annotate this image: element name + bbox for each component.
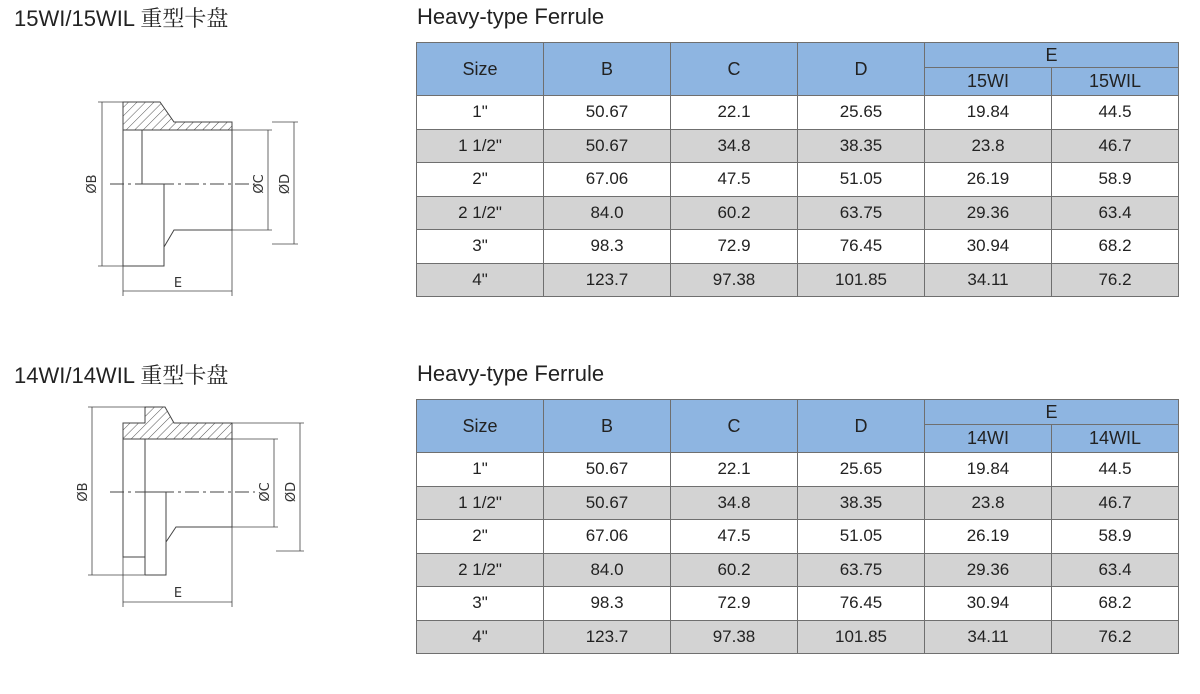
- cell-e2: 68.2: [1052, 230, 1179, 264]
- section-14wi: [0, 357, 1200, 694]
- cell-b: 98.3: [544, 587, 671, 621]
- cell-e2: 76.2: [1052, 620, 1179, 654]
- cell-b: 84.0: [544, 553, 671, 587]
- cell-e1: 34.11: [925, 620, 1052, 654]
- cell-c: 22.1: [671, 453, 798, 487]
- cell-size: 2 1/2": [417, 196, 544, 230]
- cell-d: 63.75: [798, 553, 925, 587]
- table-row: [417, 520, 1179, 554]
- cell-e2: 46.7: [1052, 486, 1179, 520]
- cell-c: 60.2: [671, 196, 798, 230]
- cell-b: 50.67: [544, 486, 671, 520]
- col-c-header: C: [671, 43, 798, 96]
- cell-size: 1 1/2": [417, 129, 544, 163]
- cell-d: 101.85: [798, 263, 925, 297]
- table-row: [417, 263, 1179, 297]
- col-e-header: E: [925, 400, 1179, 425]
- cell-b: 67.06: [544, 520, 671, 554]
- cell-b: 50.67: [544, 96, 671, 130]
- cell-e1: 19.84: [925, 453, 1052, 487]
- cell-d: 76.45: [798, 587, 925, 621]
- cell-size: 2 1/2": [417, 553, 544, 587]
- cell-d: 76.45: [798, 230, 925, 264]
- cell-e2: 46.7: [1052, 129, 1179, 163]
- spec-table: [416, 42, 1179, 297]
- col-e-header: E: [925, 43, 1179, 68]
- table-row: [417, 230, 1179, 264]
- cell-d: 38.35: [798, 129, 925, 163]
- col-d-header: D: [798, 400, 925, 453]
- table-row: [417, 96, 1179, 130]
- table-title: Heavy-type Ferrule: [417, 361, 605, 386]
- cell-e2: 68.2: [1052, 587, 1179, 621]
- cell-d: 25.65: [798, 453, 925, 487]
- dim-c-label: ØC: [258, 482, 273, 502]
- cell-d: 38.35: [798, 486, 925, 520]
- col-e1-header: 15WI: [925, 68, 1052, 96]
- cell-b: 98.3: [544, 230, 671, 264]
- cell-e1: 26.19: [925, 163, 1052, 197]
- cell-e1: 30.94: [925, 587, 1052, 621]
- cell-e1: 26.19: [925, 520, 1052, 554]
- table-row: [417, 453, 1179, 487]
- col-e1-header: 14WI: [925, 425, 1052, 453]
- cell-e1: 30.94: [925, 230, 1052, 264]
- model-title: 14WI/14WIL 重型卡盘: [14, 363, 229, 388]
- spec-table: [416, 399, 1179, 654]
- cell-e2: 44.5: [1052, 96, 1179, 130]
- cell-e1: 23.8: [925, 486, 1052, 520]
- col-e2-header: 14WIL: [1052, 425, 1179, 453]
- cell-d: 25.65: [798, 96, 925, 130]
- cell-size: 4": [417, 263, 544, 297]
- col-size-header: Size: [417, 43, 544, 96]
- cell-e1: 19.84: [925, 96, 1052, 130]
- dim-b-label: ØB: [85, 174, 100, 194]
- cell-e1: 23.8: [925, 129, 1052, 163]
- cell-e1: 29.36: [925, 553, 1052, 587]
- table-row: [417, 196, 1179, 230]
- cell-d: 63.75: [798, 196, 925, 230]
- table-title: Heavy-type Ferrule: [417, 4, 605, 29]
- dim-c-label: ØC: [252, 174, 267, 194]
- cell-size: 2": [417, 520, 544, 554]
- cell-c: 72.9: [671, 230, 798, 264]
- cell-b: 123.7: [544, 620, 671, 654]
- cell-b: 50.67: [544, 453, 671, 487]
- ferrule-drawing: [60, 60, 350, 330]
- table-row: [417, 620, 1179, 654]
- col-e2-header: 15WIL: [1052, 68, 1179, 96]
- cell-c: 47.5: [671, 163, 798, 197]
- cell-c: 72.9: [671, 587, 798, 621]
- cell-size: 3": [417, 587, 544, 621]
- cell-b: 84.0: [544, 196, 671, 230]
- dim-b-label: ØB: [76, 482, 91, 502]
- cell-b: 67.06: [544, 163, 671, 197]
- table-row: [417, 129, 1179, 163]
- cell-b: 123.7: [544, 263, 671, 297]
- cell-e1: 29.36: [925, 196, 1052, 230]
- cell-size: 1": [417, 96, 544, 130]
- cell-e2: 76.2: [1052, 263, 1179, 297]
- cell-c: 34.8: [671, 129, 798, 163]
- cell-size: 3": [417, 230, 544, 264]
- cell-size: 4": [417, 620, 544, 654]
- dim-d-label: ØD: [284, 481, 299, 503]
- cell-size: 2": [417, 163, 544, 197]
- cell-c: 60.2: [671, 553, 798, 587]
- cell-e1: 34.11: [925, 263, 1052, 297]
- section-15wi: [0, 0, 1200, 337]
- cell-e2: 44.5: [1052, 453, 1179, 487]
- cell-e2: 58.9: [1052, 520, 1179, 554]
- cell-c: 97.38: [671, 263, 798, 297]
- cell-c: 22.1: [671, 96, 798, 130]
- dim-e-label: E: [173, 586, 183, 601]
- dim-e-label: E: [173, 276, 183, 291]
- cell-c: 97.38: [671, 620, 798, 654]
- cell-size: 1": [417, 453, 544, 487]
- cell-d: 101.85: [798, 620, 925, 654]
- model-title: 15WI/15WIL 重型卡盘: [14, 6, 229, 31]
- cell-c: 34.8: [671, 486, 798, 520]
- cell-d: 51.05: [798, 520, 925, 554]
- cell-size: 1 1/2": [417, 486, 544, 520]
- table-row: [417, 553, 1179, 587]
- cell-c: 47.5: [671, 520, 798, 554]
- table-row: [417, 163, 1179, 197]
- cell-b: 50.67: [544, 129, 671, 163]
- cell-e2: 58.9: [1052, 163, 1179, 197]
- cell-d: 51.05: [798, 163, 925, 197]
- table-row: [417, 587, 1179, 621]
- col-c-header: C: [671, 400, 798, 453]
- table-row: [417, 486, 1179, 520]
- col-b-header: B: [544, 43, 671, 96]
- col-b-header: B: [544, 400, 671, 453]
- dim-d-label: ØD: [278, 173, 293, 195]
- col-d-header: D: [798, 43, 925, 96]
- cell-e2: 63.4: [1052, 553, 1179, 587]
- col-size-header: Size: [417, 400, 544, 453]
- cell-e2: 63.4: [1052, 196, 1179, 230]
- ferrule-drawing: [60, 357, 350, 627]
